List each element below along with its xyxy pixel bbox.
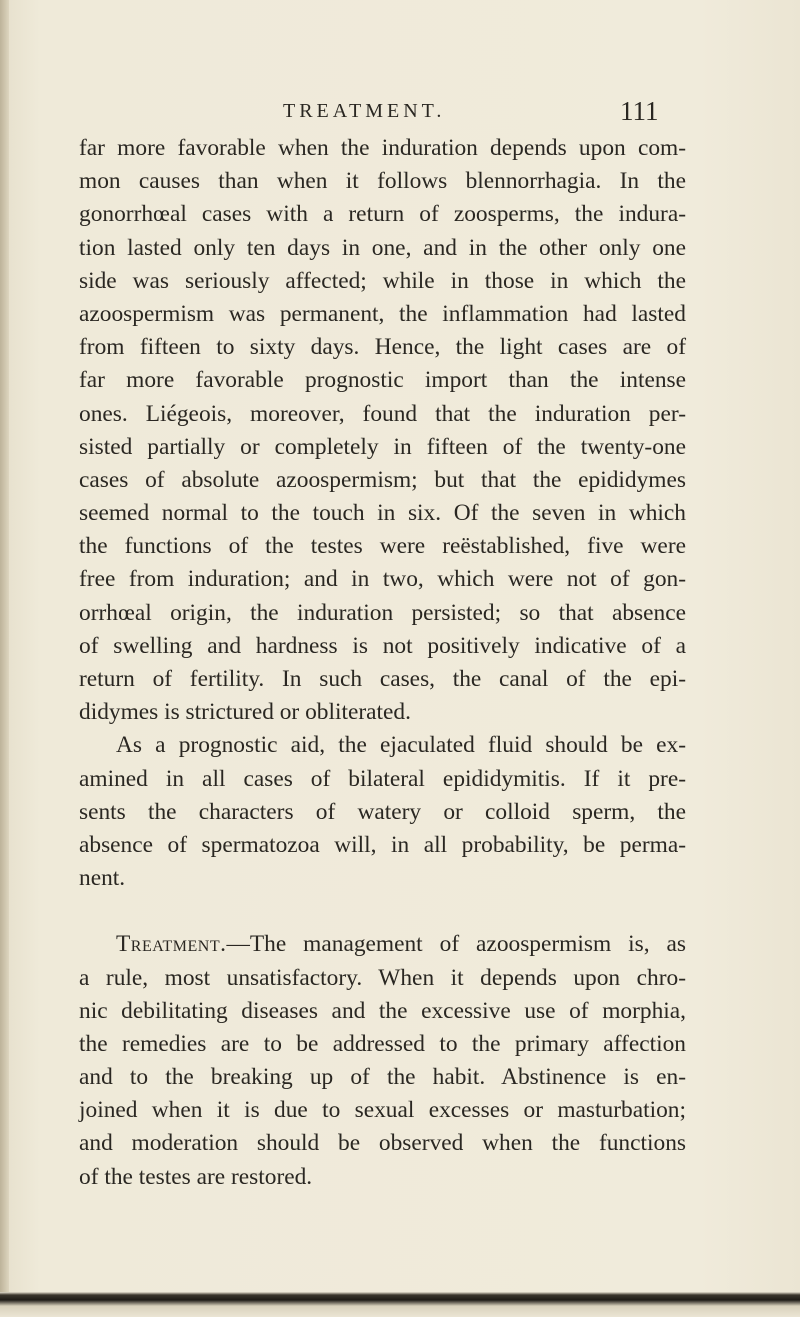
text-line: return of fertility. In such cases, the canal of the epi- bbox=[79, 666, 686, 692]
text-line: from fifteen to sixty days. Hence, the light cases are of bbox=[79, 334, 686, 361]
running-head bbox=[0, 96, 800, 136]
text-line: mon causes than when it follows blennorrhagia. In the bbox=[79, 168, 686, 195]
text-line: tion lasted only ten days in one, and in the other only one bbox=[79, 234, 686, 261]
paragraph-1 bbox=[79, 132, 686, 729]
text-line: sents the characters of watery or colloid sperm, the bbox=[79, 798, 686, 825]
text-line: As a prognostic aid, the ejaculated fluid should be ex- bbox=[116, 732, 686, 759]
text-line: azoospermism was permanent, the inflammation had lasted bbox=[79, 300, 686, 327]
text-line: of swelling and hardness is not positively indicative of a bbox=[79, 632, 686, 659]
text-line: far more favorable prognostic import than the intense bbox=[79, 367, 686, 394]
text-line: a rule, most unsatisfactory. When it depends upon chro- bbox=[79, 964, 686, 991]
body-text bbox=[79, 132, 686, 1194]
text-line: sisted partially or completely in fifteen of the twenty-one bbox=[79, 433, 686, 460]
text-line: didymes is strictured or obliterated. bbox=[79, 699, 411, 726]
text-line: of the testes are restored. bbox=[79, 1163, 313, 1190]
page-number: 111 bbox=[620, 96, 659, 126]
text-line: joined when it is due to sexual excesses or masturbation; bbox=[79, 1097, 686, 1124]
text-line: gonorrhœal cases with a return of zoosperms, the indura- bbox=[79, 201, 686, 228]
page-bottom-edge bbox=[0, 1292, 800, 1317]
text-line: the remedies are to be addressed to the primary affection bbox=[79, 1030, 686, 1057]
text-line: the functions of the testes were reëstablished, five were bbox=[79, 533, 686, 560]
text-line: amined in all cases of bilateral epididymitis. If it pre- bbox=[79, 765, 686, 792]
running-title: TREATMENT. bbox=[283, 100, 446, 122]
page-gutter bbox=[0, 0, 9, 1317]
heading-continuation: —The management of azoospermism is, as bbox=[226, 931, 686, 958]
text-line: and moderation should be observed when the functions bbox=[79, 1130, 686, 1157]
text-line: ones. Liégeois, moreover, found that the induration per- bbox=[79, 400, 686, 427]
text-line: and to the breaking up of the habit. Abstinence is en- bbox=[79, 1064, 686, 1091]
text-line: nic debilitating diseases and the excessive use of morphia, bbox=[79, 997, 686, 1024]
text-line: absence of spermatozoa will, in all probability, be perma- bbox=[79, 831, 686, 858]
text-line: nent. bbox=[79, 865, 126, 892]
text-line: cases of absolute azoospermism; but that the epididymes bbox=[79, 466, 686, 493]
paragraph-3 bbox=[79, 928, 686, 1194]
section-heading: Treatment. bbox=[116, 931, 227, 958]
text-line bbox=[79, 928, 686, 961]
text-line: far more favorable when the induration depends upon com- bbox=[79, 135, 686, 161]
text-line: free from induration; and in two, which were not of gon- bbox=[79, 566, 686, 593]
paragraph-gap bbox=[79, 895, 686, 928]
text-line: seemed normal to the touch in six. Of the seven in which bbox=[79, 500, 686, 527]
text-line: side was seriously affected; while in those in which the bbox=[79, 267, 686, 294]
text-line: orrhœal origin, the induration persisted; so that absence bbox=[79, 599, 686, 626]
paragraph-2 bbox=[79, 729, 686, 895]
